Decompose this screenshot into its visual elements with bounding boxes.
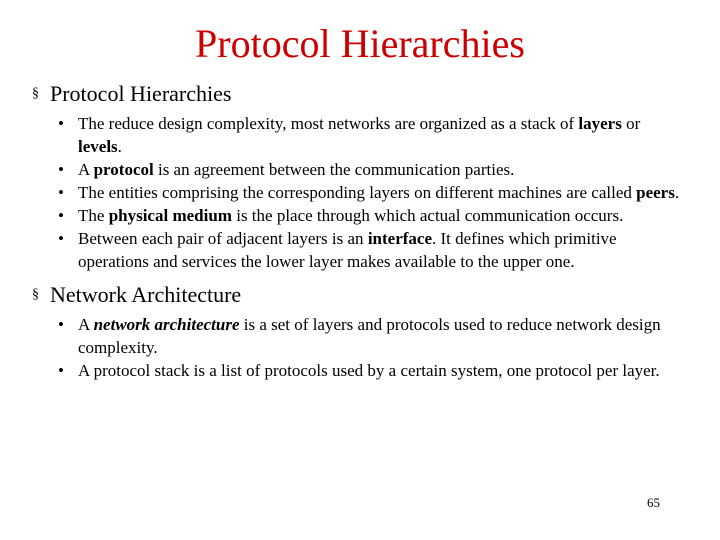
text-run: is a set of layers and protocols used to reduce network design complexity. xyxy=(78,315,661,357)
bullet-list xyxy=(32,112,692,273)
list-item-text xyxy=(78,313,692,359)
dot-bullet-icon: • xyxy=(58,315,64,334)
text-run: is an agreement between the communication parties. xyxy=(153,160,515,179)
section xyxy=(32,80,692,273)
slide-title: Protocol Hierarchies xyxy=(195,21,525,66)
list-item xyxy=(54,158,692,181)
list-item xyxy=(54,204,692,227)
dot-bullet-icon: • xyxy=(58,183,64,202)
text-run: A xyxy=(78,160,94,179)
section-heading xyxy=(32,80,692,108)
bold-term: peers xyxy=(636,183,675,202)
bullet-list xyxy=(32,313,692,382)
square-bullet-icon: § xyxy=(32,287,39,302)
list-item-text xyxy=(78,359,692,382)
dot-bullet-icon: • xyxy=(58,229,64,248)
text-run: is the place through which actual communication occurs. xyxy=(231,206,624,225)
text-run: . xyxy=(674,183,680,202)
text-run: A protocol stack is a list of protocols used by a certain system, one protocol per layer. xyxy=(78,361,660,380)
list-item xyxy=(54,181,692,204)
dot-bullet-icon: • xyxy=(58,114,64,133)
list-item xyxy=(54,112,692,158)
bold-term: layers xyxy=(578,114,622,133)
square-bullet-icon: § xyxy=(32,86,39,101)
list-item xyxy=(54,359,692,382)
bold-term: physical medium xyxy=(108,206,232,225)
slide-content xyxy=(32,80,692,390)
text-run: . It defines which primitive operations and services the lower layer makes available to the upper one. xyxy=(78,229,617,271)
list-item-text xyxy=(78,227,692,273)
text-run: . xyxy=(117,137,122,156)
text-run: The entities comprising the corresponding layers on different machines are called xyxy=(78,183,637,202)
list-item xyxy=(54,313,692,359)
page-number: 65 xyxy=(647,495,660,510)
emphasis-text: network architecture xyxy=(93,315,240,334)
list-item-text xyxy=(78,158,692,181)
list-item-text xyxy=(78,112,692,158)
bold-term: protocol xyxy=(93,160,154,179)
text-run: or xyxy=(621,114,641,133)
bold-term: levels xyxy=(78,137,118,156)
dot-bullet-icon: • xyxy=(58,361,64,380)
bold-term: interface xyxy=(367,229,432,248)
bold-term xyxy=(94,315,240,334)
section-heading-text: Network Architecture xyxy=(50,282,242,307)
list-item-text xyxy=(78,181,692,204)
section xyxy=(32,281,692,382)
text-run: Between each pair of adjacent layers is an xyxy=(78,229,368,248)
text-run: A xyxy=(78,315,94,334)
dot-bullet-icon: • xyxy=(58,206,64,225)
text-run: The reduce design complexity, most networks are organized as a stack of xyxy=(78,114,579,133)
dot-bullet-icon: • xyxy=(58,160,64,179)
section-heading-text: Protocol Hierarchies xyxy=(50,81,232,106)
list-item-text xyxy=(78,204,692,227)
list-item xyxy=(54,227,692,273)
text-run: The xyxy=(78,206,109,225)
section-heading xyxy=(32,281,692,309)
